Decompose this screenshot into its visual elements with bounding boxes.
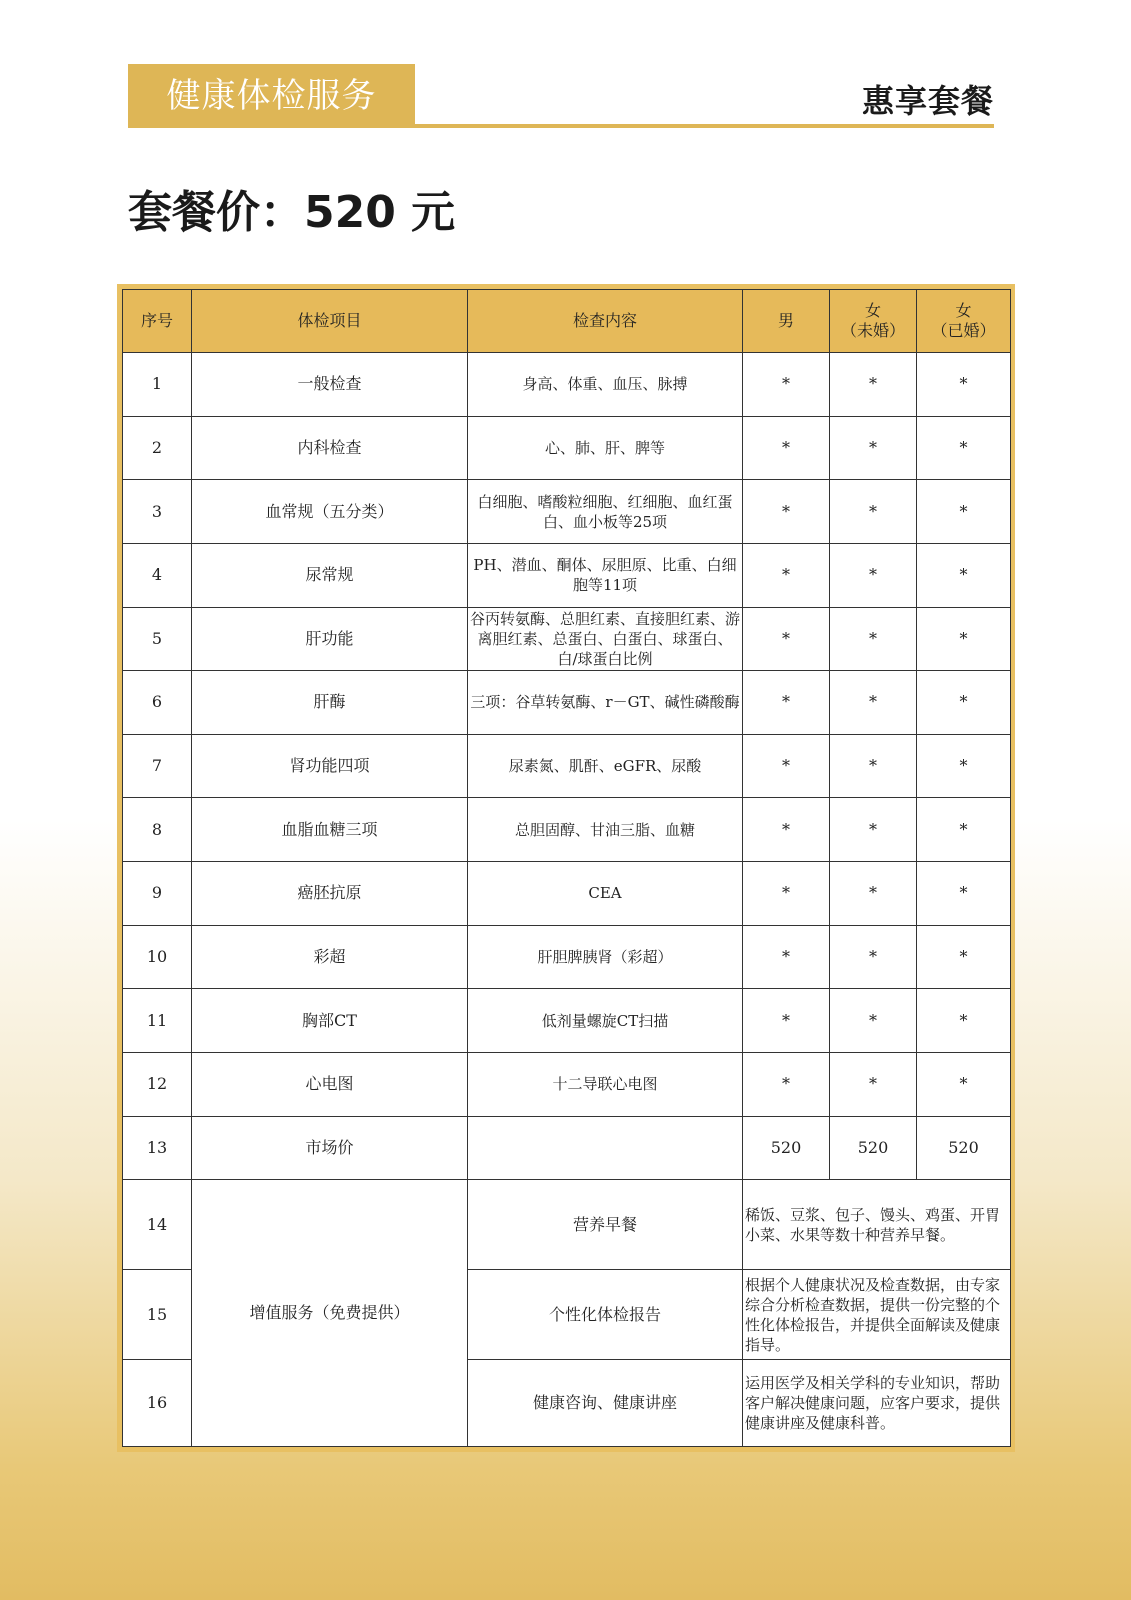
row-female-married: * — [917, 862, 1011, 926]
row-male: * — [743, 989, 830, 1053]
checkup-table — [122, 289, 1011, 1447]
table-row — [123, 607, 1011, 671]
package-price: 套餐价：520 元 — [128, 187, 456, 238]
row-female-single: * — [830, 543, 917, 607]
row-female-married: * — [917, 798, 1011, 862]
row-female-single: * — [830, 989, 917, 1053]
row-content: 心、肺、肝、脾等 — [468, 416, 743, 480]
row-male: * — [743, 353, 830, 417]
row-number: 15 — [123, 1270, 192, 1360]
row-content: 总胆固醇、甘油三脂、血糖 — [468, 798, 743, 862]
row-female-single: * — [830, 353, 917, 417]
row-female-married: * — [917, 734, 1011, 798]
row-female-married: * — [917, 925, 1011, 989]
row-number: 13 — [123, 1116, 192, 1180]
row-female-single: * — [830, 607, 917, 671]
row-male: 520 — [743, 1116, 830, 1180]
row-content: 谷丙转氨酶、总胆红素、直接胆红素、游离胆红素、总蛋白、白蛋白、球蛋白、白/球蛋白比例 — [468, 607, 743, 671]
value-added-desc: 根据个人健康状况及检查数据，由专家综合分析检查数据，提供一份完整的个性化体检报告，并提供全面解读及健康指导。 — [743, 1270, 1011, 1360]
row-number: 11 — [123, 989, 192, 1053]
col-header-female-single-line2: （未婚） — [840, 321, 905, 340]
row-content — [468, 1116, 743, 1180]
row-female-single: * — [830, 734, 917, 798]
row-item: 癌胚抗原 — [192, 862, 468, 926]
row-female-single: * — [830, 480, 917, 544]
row-number: 12 — [123, 1052, 192, 1116]
row-female-married: * — [917, 607, 1011, 671]
table-row — [123, 1052, 1011, 1116]
row-female-married: * — [917, 353, 1011, 417]
row-content: 低剂量螺旋CT扫描 — [468, 989, 743, 1053]
table-row — [123, 734, 1011, 798]
row-male: * — [743, 925, 830, 989]
table-header-row — [123, 290, 1011, 353]
col-header-content: 检查内容 — [468, 290, 743, 353]
row-male: * — [743, 416, 830, 480]
row-number: 14 — [123, 1180, 192, 1270]
row-item: 血脂血糖三项 — [192, 798, 468, 862]
row-female-single: * — [830, 1052, 917, 1116]
value-added-desc: 稀饭、豆浆、包子、馒头、鸡蛋、开胃小菜、水果等数十种营养早餐。 — [743, 1180, 1011, 1270]
value-added-row — [123, 1180, 1011, 1270]
row-content: 尿素氮、肌酐、eGFR、尿酸 — [468, 734, 743, 798]
row-item: 内科检查 — [192, 416, 468, 480]
row-female-married: * — [917, 480, 1011, 544]
row-female-single: 520 — [830, 1116, 917, 1180]
row-male: * — [743, 543, 830, 607]
row-number: 6 — [123, 671, 192, 735]
row-female-married: 520 — [917, 1116, 1011, 1180]
row-male: * — [743, 1052, 830, 1116]
table-row — [123, 989, 1011, 1053]
value-added-label: 增值服务（免费提供） — [192, 1180, 468, 1447]
table-row — [123, 798, 1011, 862]
col-header-no: 序号 — [123, 290, 192, 353]
row-female-single: * — [830, 798, 917, 862]
row-female-married: * — [917, 1052, 1011, 1116]
row-male: * — [743, 862, 830, 926]
row-number: 7 — [123, 734, 192, 798]
table-row — [123, 671, 1011, 735]
row-male: * — [743, 607, 830, 671]
row-number: 9 — [123, 862, 192, 926]
row-content: PH、潜血、酮体、尿胆原、比重、白细胞等11项 — [468, 543, 743, 607]
col-header-female-single-line1: 女 — [864, 301, 881, 320]
section-title-tag: 健康体检服务 — [128, 64, 415, 128]
row-female-single: * — [830, 925, 917, 989]
row-female-married: * — [917, 416, 1011, 480]
row-item: 一般检查 — [192, 353, 468, 417]
row-item: 肝酶 — [192, 671, 468, 735]
col-header-item: 体检项目 — [192, 290, 468, 353]
row-item: 胸部CT — [192, 989, 468, 1053]
col-header-female-single — [830, 290, 917, 353]
table-row — [123, 862, 1011, 926]
row-content: CEA — [468, 862, 743, 926]
col-header-female-married — [917, 290, 1011, 353]
row-content: 白细胞、嗜酸粒细胞、红细胞、血红蛋白、血小板等25项 — [468, 480, 743, 544]
header-underline — [128, 124, 994, 128]
row-item: 心电图 — [192, 1052, 468, 1116]
row-content: 三项：谷草转氨酶、r－GT、碱性磷酸酶 — [468, 671, 743, 735]
value-added-service: 健康咨询、健康讲座 — [468, 1360, 743, 1447]
value-added-service: 个性化体检报告 — [468, 1270, 743, 1360]
value-added-service: 营养早餐 — [468, 1180, 743, 1270]
table-row — [123, 1116, 1011, 1180]
row-item: 尿常规 — [192, 543, 468, 607]
table-row — [123, 416, 1011, 480]
row-female-single: * — [830, 671, 917, 735]
row-number: 10 — [123, 925, 192, 989]
col-header-male: 男 — [743, 290, 830, 353]
row-content: 十二导联心电图 — [468, 1052, 743, 1116]
row-male: * — [743, 671, 830, 735]
row-male: * — [743, 480, 830, 544]
row-item: 市场价 — [192, 1116, 468, 1180]
row-number: 2 — [123, 416, 192, 480]
row-number: 5 — [123, 607, 192, 671]
row-female-single: * — [830, 862, 917, 926]
col-header-female-married-line2: （已婚） — [931, 321, 996, 340]
row-content: 肝胆脾胰肾（彩超） — [468, 925, 743, 989]
package-name: 惠享套餐 — [861, 82, 994, 120]
checkup-table-frame — [117, 284, 1015, 1452]
row-number: 3 — [123, 480, 192, 544]
table-row — [123, 543, 1011, 607]
row-number: 4 — [123, 543, 192, 607]
row-number: 16 — [123, 1360, 192, 1447]
row-female-married: * — [917, 671, 1011, 735]
row-content: 身高、体重、血压、脉搏 — [468, 353, 743, 417]
table-row — [123, 925, 1011, 989]
table-row — [123, 480, 1011, 544]
col-header-female-married-line1: 女 — [955, 301, 972, 320]
row-item: 血常规（五分类） — [192, 480, 468, 544]
row-item: 肝功能 — [192, 607, 468, 671]
row-number: 8 — [123, 798, 192, 862]
row-female-married: * — [917, 989, 1011, 1053]
row-female-single: * — [830, 416, 917, 480]
table-row — [123, 353, 1011, 417]
row-number: 1 — [123, 353, 192, 417]
row-female-married: * — [917, 543, 1011, 607]
row-male: * — [743, 798, 830, 862]
row-item: 彩超 — [192, 925, 468, 989]
row-male: * — [743, 734, 830, 798]
row-item: 肾功能四项 — [192, 734, 468, 798]
value-added-desc: 运用医学及相关学科的专业知识，帮助客户解决健康问题，应客户要求，提供健康讲座及健康科普。 — [743, 1360, 1011, 1447]
